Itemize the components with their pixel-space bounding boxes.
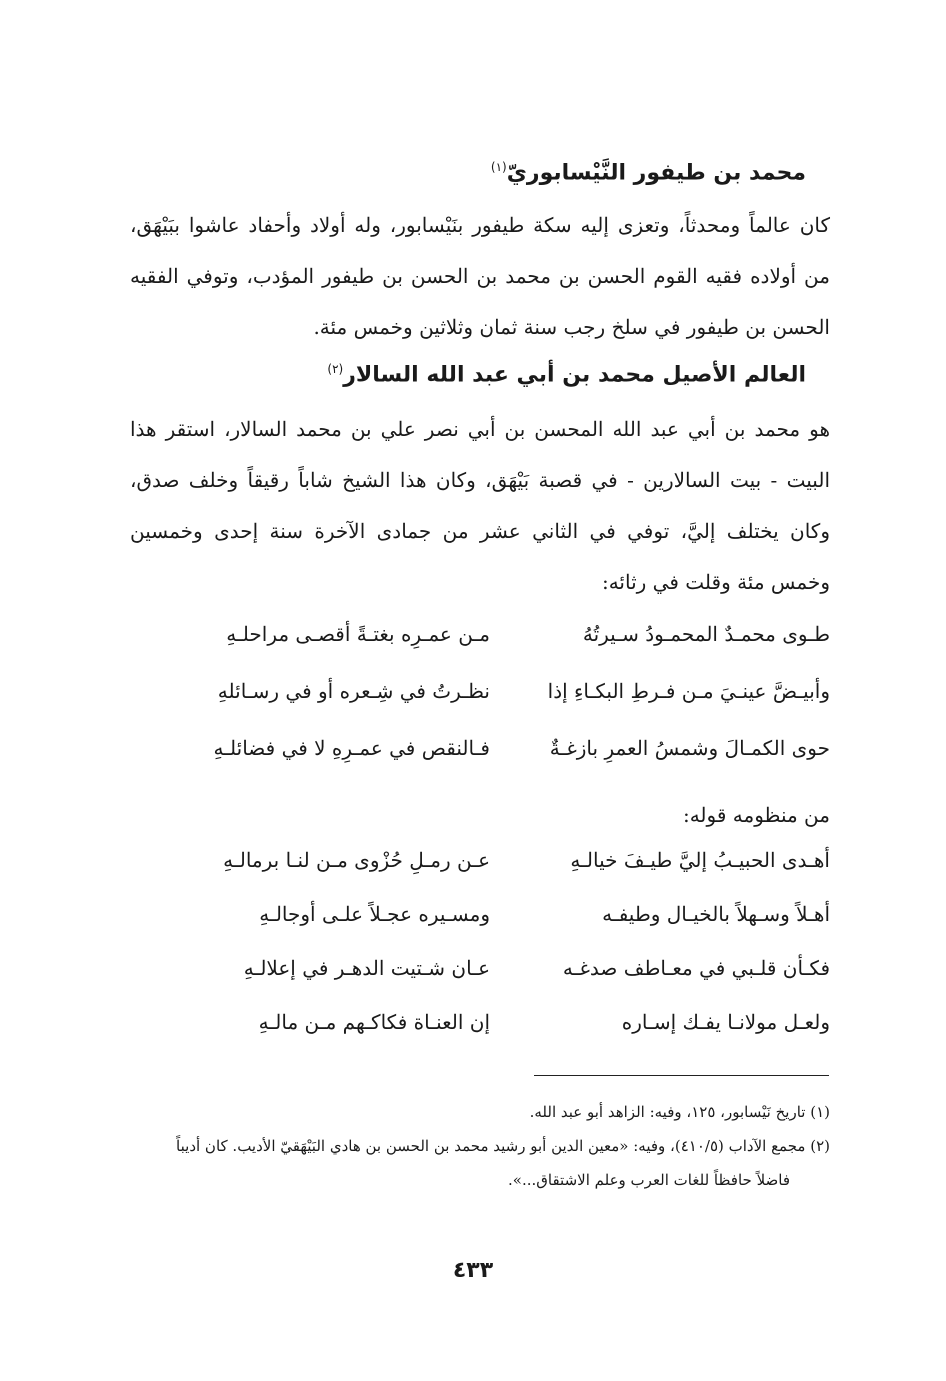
hemistich-first: طـوى محمـدٌ المحمـودُ سـيرتُهُ [582,622,830,646]
entry2-body [130,404,830,608]
footnote-2-continued: فاضلاً حافظاً للغات العرب وعلم الاشتقاق...». [508,1171,790,1189]
footnote-2: (٢) مجمع الآداب (٤١٠/٥)، وفيه: «معين الدين أبو رشيد محمد بن الحسن بن هادي البَيْهَقيّ الأديب. كان أديباً [176,1137,830,1155]
page-number: ٤٣٣ [452,1258,494,1283]
hemistich-second: إن العنـاة فكاكـهم مـن مالـهِ [258,1010,490,1034]
entry1-body [130,200,830,353]
hemistich-second: ومسـيره عجـلاً علـى أوجالـهِ [259,902,490,926]
poem2-verse-2 [130,902,830,942]
poem1-verse-1 [130,622,830,662]
footnote-ref-1: (١) [490,160,507,174]
poem2-verse-3 [130,956,830,996]
hemistich-first: ولعـل مولانـا يفـك إسـاره [621,1010,830,1034]
hemistich-first: أهـدى الحبيـبُ إليَّ طيـفَ خيالـهِ [570,848,830,872]
entry2-text: هو محمد بن أبي عبد الله المحسن بن أبي نصر علي بن محمد السالار، استقر هذا البيت - بيت السالارين - في قصبة بَيْهَق، وكان هذا الشيخ شاباً رقيقاً وخلف صدق، وكان يختلف إليَّ، توفي في الثاني عشر من جمادى الآخرة سنة إحدى وخمسين وخمس مئة وقلت في رثائه: [130,417,830,594]
footnote-1: (١) تاريخ نَيْسابور، ١٢٥، وفيه: الزاهد أبو عبد الله. [529,1103,830,1121]
poem2-verse-1 [130,848,830,888]
poem1-verse-3 [130,736,830,776]
entry2-heading [106,362,806,387]
entry2-title: العالم الأصيل محمد بن أبي عبد الله السالار [343,362,806,388]
entry1-heading [106,160,806,185]
poem2-verse-4 [130,1010,830,1050]
footnote-ref-2: (٢) [327,362,344,376]
hemistich-second: عـان شـتيت الدهـر في إعلالـهِ [243,956,490,980]
hemistich-first: وأبيـضَّ عينـيَ مـن فـرطِ البكـاءِ إذا [547,679,830,703]
entry1-title: محمد بن طيفور النَّيْسابوريّ [506,160,806,186]
poem1-verse-2 [130,679,830,719]
hemistich-second: عـن رمـلِ حُزْوى مـن لنـا برمالـهِ [223,848,490,872]
hemistich-second: مـن عمـرِه بغتـةً أقصـى مراحلـهِ [226,622,490,646]
footnotes [130,1095,830,1197]
hemistich-first: أهـلاً وسـهلاً بالخيـال وطيفـه [602,902,830,926]
entry1-text: كان عالماً ومحدثاً، وتعزى إليه سكة طيفور بنَيْسابور، وله أولاد وأحفاد عاشوا ببَيْهَق، من أولاده فقيه القوم الحسن بن محمد بن الحسن بن طيفور المؤدب، وتوفي الفقيه الحسن بن طيفور في سلخ رجب سنة ثمان وثلاثين وخمس مئة. [130,213,830,339]
hemistich-first: حوى الكمـالَ وشمسُ العمرِ بازغـةٌ [549,736,830,760]
hemistich-second: نظـرتُ في شِـعره أو في رسـائلهِ [217,679,490,703]
footnote-separator [534,1075,829,1076]
poem2-intro: من منظومه قوله: [682,803,830,827]
hemistich-second: فـالنقص في عمـرِهِ لا في فضائلـهِ [213,736,490,760]
hemistich-first: فكـأن قلـبي في معـاطف صدغـه [562,956,830,980]
